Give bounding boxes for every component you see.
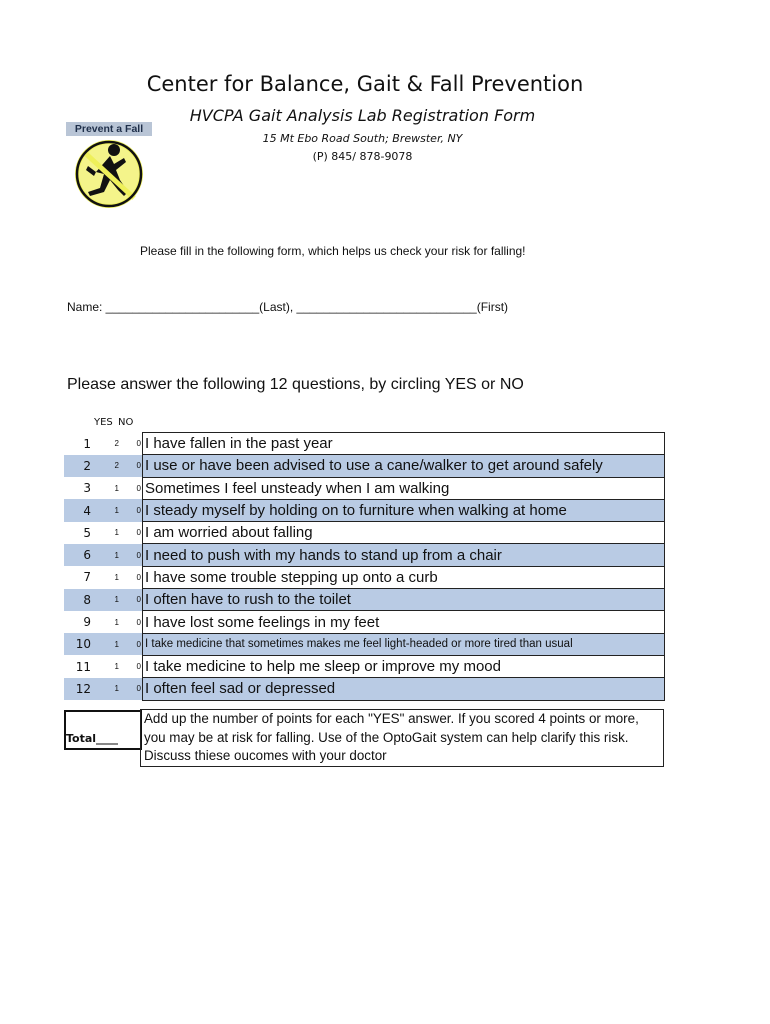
prevent-fall-logo-icon — [66, 136, 152, 210]
question-text: I steady myself by holding on to furniture when walking at home — [143, 499, 665, 521]
yes-points[interactable]: 1 — [93, 589, 121, 611]
question-text: I often feel sad or depressed — [143, 678, 665, 700]
question-row — [64, 499, 665, 521]
yes-points[interactable]: 1 — [114, 662, 119, 672]
no-points[interactable]: 0 — [136, 617, 141, 627]
logo-label: Prevent a Fall — [66, 122, 152, 136]
yes-points[interactable]: 1 — [93, 544, 121, 566]
no-points[interactable]: 0 — [136, 662, 141, 672]
question-text: I often have to rush to the toilet — [143, 589, 665, 611]
question-row — [64, 611, 665, 633]
question-number: 2 — [64, 455, 93, 477]
no-points[interactable]: 0 — [136, 439, 141, 449]
question-text: Sometimes I feel unsteady when I am walking — [143, 477, 665, 499]
yes-points[interactable]: 1 — [114, 617, 119, 627]
question-row — [64, 589, 665, 611]
question-number: 3 — [83, 481, 91, 496]
total-label: Total____ — [66, 732, 119, 745]
question-number: 12 — [64, 678, 93, 700]
question-text: I have some trouble stepping up onto a curb — [143, 566, 665, 588]
yes-points[interactable]: 1 — [114, 572, 119, 582]
no-points[interactable]: 0 — [136, 483, 141, 493]
question-text: I use or have been advised to use a cane/walker to get around safely — [143, 455, 665, 477]
no-points[interactable]: 0 — [136, 528, 141, 538]
questions-table — [64, 432, 665, 701]
yes-points[interactable]: 2 — [114, 439, 119, 449]
no-column-header: NO — [118, 417, 134, 428]
yes-points[interactable]: 1 — [93, 678, 121, 700]
form-subtitle: HVCPA Gait Analysis Lab Registration Form — [189, 106, 536, 125]
question-row — [64, 633, 665, 655]
question-row — [64, 544, 665, 566]
no-points[interactable]: 0 — [121, 589, 143, 611]
question-row — [64, 522, 665, 544]
question-number: 10 — [64, 633, 93, 655]
question-row — [64, 655, 665, 677]
question-number: 5 — [83, 525, 91, 540]
question-row — [64, 566, 665, 588]
name-field[interactable]: Name: _______________________(Last), ___________________________(First) — [67, 300, 509, 314]
question-number: 8 — [64, 589, 93, 611]
no-points[interactable]: 0 — [121, 678, 143, 700]
question-text: I am worried about falling — [143, 522, 665, 544]
yes-points[interactable]: 1 — [93, 633, 121, 655]
question-number: 6 — [64, 544, 93, 566]
question-row — [64, 678, 665, 700]
yes-column-header: YES — [94, 417, 113, 428]
question-number: 11 — [75, 659, 91, 674]
instruction-text: Please fill in the following form, which helps us check your risk for falling! — [140, 244, 526, 258]
yes-points[interactable]: 1 — [114, 528, 119, 538]
no-points[interactable]: 0 — [121, 499, 143, 521]
question-number: 9 — [83, 615, 91, 630]
question-row — [64, 455, 665, 477]
question-text: I have fallen in the past year — [143, 433, 665, 455]
phone-number: (P) 845/ 878-9078 — [312, 150, 413, 163]
yes-points[interactable]: 1 — [114, 483, 119, 493]
address: 15 Mt Ebo Road South; Brewster, NY — [262, 132, 463, 145]
no-points[interactable]: 0 — [136, 572, 141, 582]
yes-points[interactable]: 1 — [93, 499, 121, 521]
scoring-explanation: Add up the number of points for each "YES" answer. If you scored 4 points or more, you may be at risk for falling. Use of the OptoGait system can help clarify this risk. Discuss thiese oucomes with your doctor — [140, 709, 664, 767]
question-row — [64, 477, 665, 499]
questions-heading: Please answer the following 12 questions, by circling YES or NO — [67, 376, 524, 393]
question-number: 4 — [64, 499, 93, 521]
question-text: I need to push with my hands to stand up from a chair — [143, 544, 665, 566]
question-text: I take medicine that sometimes makes me feel light-headed or more tired than usual — [143, 633, 665, 655]
question-text: I have lost some feelings in my feet — [143, 611, 665, 633]
no-points[interactable]: 0 — [121, 455, 143, 477]
question-number: 7 — [83, 570, 91, 585]
question-row — [64, 433, 665, 455]
yes-points[interactable]: 2 — [93, 455, 121, 477]
question-number: 1 — [83, 436, 91, 451]
no-points[interactable]: 0 — [121, 633, 143, 655]
question-text: I take medicine to help me sleep or improve my mood — [143, 655, 665, 677]
form-title: Center for Balance, Gait & Fall Prevention — [146, 72, 584, 96]
no-points[interactable]: 0 — [121, 544, 143, 566]
